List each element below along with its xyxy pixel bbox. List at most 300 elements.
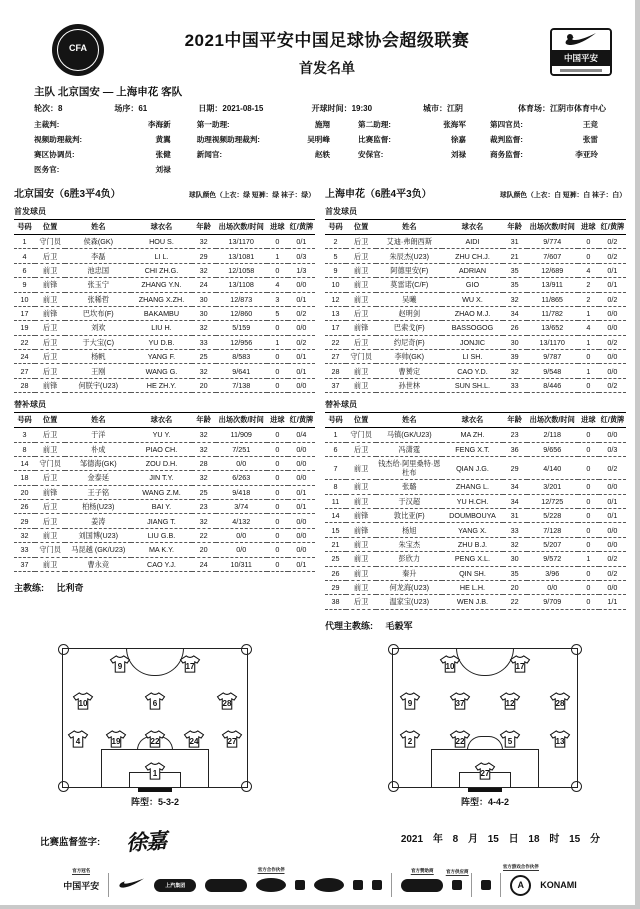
home-coach-label: 主教练: <box>14 582 44 593</box>
player-cell: 26 <box>503 321 527 335</box>
label-value-pair <box>490 119 598 130</box>
player-jersey-2 <box>399 730 420 754</box>
label-value-pair <box>358 149 466 160</box>
player-cell: 池忠国 <box>65 263 131 277</box>
player-cell: 7 <box>325 456 346 479</box>
sponsor-logo-pill-glyph <box>205 879 247 892</box>
player-cell: 0 <box>578 480 599 494</box>
player-cell: 吴曦 <box>376 292 442 306</box>
player-row <box>325 306 626 320</box>
player-cell: 前卫 <box>35 292 65 306</box>
player-cell: 后卫 <box>346 595 376 609</box>
player-cell: 2 <box>578 292 599 306</box>
player-cell: 12/689 <box>527 263 578 277</box>
player-row <box>325 552 626 566</box>
player-cell: 5/228 <box>527 509 578 523</box>
player-cell: 20 <box>503 580 527 594</box>
field-label: 新闻官: <box>196 150 222 159</box>
player-row <box>14 428 315 442</box>
field-value: 徐嘉 <box>450 135 466 144</box>
player-cell: 11/909 <box>216 428 267 442</box>
player-cell: 9 <box>325 263 346 277</box>
nike-swoosh-icon-glyph <box>118 876 145 894</box>
player-jersey-37 <box>450 692 471 716</box>
player-cell: 0 <box>267 543 288 557</box>
player-cell: 12/956 <box>216 335 267 349</box>
corner-arc <box>241 644 252 655</box>
player-cell: 11/865 <box>527 292 578 306</box>
label-value-pair <box>518 103 606 114</box>
corner-arc <box>388 644 399 655</box>
player-cell: 何朕宇(U23) <box>65 378 131 392</box>
svg-text:22: 22 <box>455 737 465 747</box>
label-value-pair <box>34 149 171 160</box>
player-jersey-17 <box>179 655 200 679</box>
player-row <box>325 537 626 551</box>
sponsor-strip <box>0 863 640 897</box>
away-starters-table <box>325 219 626 393</box>
sponsor-logo-oval-glyph <box>256 878 286 892</box>
svg-text:27: 27 <box>480 768 490 778</box>
away-subs-header-row <box>325 413 626 428</box>
player-row <box>325 249 626 263</box>
field-value: 王竞 <box>582 120 598 129</box>
player-cell: 8/446 <box>527 378 578 392</box>
player-row <box>14 350 315 364</box>
player-cell: LI L. <box>131 249 191 263</box>
center-circle <box>126 648 184 676</box>
field-value: 2021-08-15 <box>222 104 264 113</box>
svg-text:24: 24 <box>189 737 199 747</box>
player-cell: 后卫 <box>346 249 376 263</box>
player-cell: 邹德海(GK) <box>65 456 131 470</box>
field-label: 视频助理裁判: <box>34 135 83 144</box>
player-cell: 0/1 <box>288 485 315 499</box>
player-cell: 30 <box>503 552 527 566</box>
svg-text:4: 4 <box>75 737 80 747</box>
player-cell: 32 <box>503 537 527 551</box>
player-cell: 24 <box>192 557 216 571</box>
column-header: 出场次数/时间 <box>216 413 267 428</box>
player-cell: 33 <box>192 335 216 349</box>
player-cell: DOUMBOUYA <box>442 509 502 523</box>
player-cell: 24 <box>14 350 35 364</box>
officials-col-3 <box>358 119 490 175</box>
player-cell: 0/0 <box>288 456 315 470</box>
player-cell: 前卫 <box>346 456 376 479</box>
player-cell: 3/201 <box>527 480 578 494</box>
player-row <box>14 235 315 249</box>
page-subtitle: 首发名单 <box>299 60 355 76</box>
player-cell: 1 <box>578 335 599 349</box>
field-value: 19:30 <box>351 104 373 113</box>
player-cell: 前卫 <box>346 364 376 378</box>
column-header: 出场次数/时间 <box>527 413 578 428</box>
player-cell: 32 <box>14 528 35 542</box>
player-cell: ADRIAN <box>442 263 502 277</box>
player-row <box>14 263 315 277</box>
player-row <box>14 485 315 499</box>
player-cell: 守门员 <box>346 428 376 442</box>
player-cell: 6/263 <box>216 471 267 485</box>
away-team-colors: 球队颜色（上衣：白 短裤：白 袜子：白） <box>499 192 626 199</box>
sponsor-logo-mark-glyph <box>353 880 363 890</box>
player-cell: 32 <box>192 321 216 335</box>
player-cell: 后卫 <box>346 306 376 320</box>
field-value: 李亚玲 <box>575 150 598 159</box>
player-cell: 22 <box>325 335 346 349</box>
home-formation-caption: 阵型：5-3-2 <box>130 796 179 807</box>
player-cell: 0/2 <box>599 566 626 580</box>
sponsor-divider-glyph <box>500 873 501 897</box>
player-cell: 14 <box>325 509 346 523</box>
player-cell: 3/74 <box>216 500 267 514</box>
player-cell: 金泰延 <box>65 471 131 485</box>
center-circle <box>456 648 514 676</box>
player-jersey-9 <box>110 655 131 679</box>
player-cell: 34 <box>503 494 527 508</box>
player-cell: 6 <box>14 263 35 277</box>
player-cell: 35 <box>503 566 527 580</box>
sponsor-logo-mark <box>372 880 382 890</box>
player-cell: 26 <box>14 500 35 514</box>
field-label: 第四官员: <box>490 120 523 129</box>
player-cell: 32 <box>192 471 216 485</box>
player-cell: 0/1 <box>288 557 315 571</box>
away-coach-name: 毛毅军 <box>385 620 413 631</box>
player-row <box>14 500 315 514</box>
player-cell: 12/725 <box>527 494 578 508</box>
sponsor-divider <box>108 873 109 897</box>
player-cell: 前锋 <box>346 321 376 335</box>
home-starters-label: 首发球员 <box>14 207 46 216</box>
column-header: 位置 <box>346 220 376 235</box>
badge-footnote <box>552 66 610 74</box>
player-cell: 25 <box>325 552 346 566</box>
player-cell: 20 <box>14 485 35 499</box>
player-cell: HE ZH.Y. <box>131 378 191 392</box>
player-cell: 前卫 <box>346 537 376 551</box>
player-cell: FENG X.T. <box>442 442 502 456</box>
player-cell: 26 <box>325 566 346 580</box>
player-cell: 前卫 <box>35 557 65 571</box>
player-row <box>14 335 315 349</box>
supervisor-signature-block <box>40 826 166 856</box>
player-cell: 0/0 <box>599 350 626 364</box>
player-cell: 0/0 <box>599 580 626 594</box>
home-team-header <box>14 185 315 200</box>
player-cell: 前锋 <box>35 485 65 499</box>
home-starters-table <box>14 219 315 393</box>
document-header <box>0 0 640 78</box>
player-cell: 4 <box>14 249 35 263</box>
home-coach-name: 比利奇 <box>56 582 84 593</box>
sponsor-divider <box>500 873 501 897</box>
home-starters-header-row <box>14 220 315 235</box>
player-cell: 巴坎布(F) <box>65 306 131 320</box>
svg-text:13: 13 <box>555 737 565 747</box>
player-cell: 3/96 <box>527 566 578 580</box>
player-cell: 0 <box>578 595 599 609</box>
player-cell: 0/2 <box>599 378 626 392</box>
signature-row <box>0 826 640 856</box>
player-cell: 31 <box>503 235 527 249</box>
player-cell: ZHANG L. <box>442 480 502 494</box>
column-header: 姓名 <box>65 220 131 235</box>
player-cell: 0 <box>267 471 288 485</box>
player-cell: 18 <box>14 471 35 485</box>
column-header: 姓名 <box>376 413 442 428</box>
player-cell: 冯潇霆 <box>376 442 442 456</box>
player-cell: 32 <box>192 364 216 378</box>
player-cell: 7/138 <box>216 378 267 392</box>
player-cell: 4 <box>578 321 599 335</box>
player-cell: 0/0 <box>216 456 267 470</box>
player-cell: 8 <box>325 480 346 494</box>
player-cell: CHI ZH.G. <box>131 263 191 277</box>
goal-bar <box>138 788 172 792</box>
field-label: 安保官: <box>358 150 384 159</box>
home-subs-label: 替补球员 <box>14 400 46 410</box>
player-cell: 艾迪·弗朗西斯 <box>376 235 442 249</box>
player-cell: 0/0 <box>288 378 315 392</box>
player-cell: 0 <box>267 442 288 456</box>
field-value: 61 <box>138 104 148 113</box>
sponsor-tier-label: 官方赞助商 <box>411 867 434 873</box>
player-cell: 1 <box>267 335 288 349</box>
field-label: 轮次： <box>34 104 58 113</box>
handwritten-signature: 徐嘉 <box>125 827 168 855</box>
player-cell: 李帅(GK) <box>376 350 442 364</box>
label-value-pair <box>34 164 171 175</box>
column-header: 进球 <box>267 413 288 428</box>
player-cell: 0 <box>267 321 288 335</box>
player-cell: 后卫 <box>35 335 65 349</box>
match-info-row <box>0 99 640 114</box>
player-cell: 1 <box>578 552 599 566</box>
player-cell: 30 <box>192 292 216 306</box>
player-cell: 20 <box>192 378 216 392</box>
player-cell: 22 <box>14 335 35 349</box>
column-header: 号码 <box>14 413 35 428</box>
player-cell: 前锋 <box>346 509 376 523</box>
player-cell: 5/159 <box>216 321 267 335</box>
sponsor-logo-pill <box>154 879 196 892</box>
player-cell: 8/583 <box>216 350 267 364</box>
player-row <box>14 528 315 542</box>
player-cell: 32 <box>192 428 216 442</box>
player-cell: ZHANG Y.N. <box>131 278 191 292</box>
player-cell: 张玉宁 <box>65 278 131 292</box>
player-cell: 0/0 <box>288 514 315 528</box>
player-cell: 马镇(GK/U23) <box>376 428 442 442</box>
player-cell: PENG X.L. <box>442 552 502 566</box>
away-team-name: 上海申花（6胜4平3负） <box>325 189 432 200</box>
player-cell: BASSOGOG <box>442 321 502 335</box>
player-cell: 30 <box>503 335 527 349</box>
sponsor-logo-pill <box>205 879 247 892</box>
column-header: 年龄 <box>192 220 216 235</box>
away-starters-body <box>325 235 626 393</box>
player-cell: 0/4 <box>288 428 315 442</box>
player-cell: 9/641 <box>216 364 267 378</box>
sponsor-divider <box>471 873 472 897</box>
officials-col-1 <box>34 119 197 175</box>
player-jersey-27 <box>475 762 496 786</box>
player-cell: 秦升 <box>376 566 442 580</box>
player-cell: 张璐 <box>376 480 442 494</box>
player-cell: 朴成 <box>65 442 131 456</box>
player-cell: 10/311 <box>216 557 267 571</box>
column-header: 红/黄牌 <box>599 220 626 235</box>
label-value-pair <box>490 134 598 145</box>
column-header: 号码 <box>14 220 35 235</box>
player-cell: 2 <box>578 278 599 292</box>
player-cell: 7/128 <box>527 523 578 537</box>
player-cell: 0/0 <box>288 471 315 485</box>
home-starters-body <box>14 235 315 393</box>
player-cell: 前卫 <box>35 442 65 456</box>
sponsor-divider-glyph <box>391 873 392 897</box>
svg-text:28: 28 <box>222 698 232 708</box>
player-cell: 0/0 <box>288 321 315 335</box>
away-coach-line <box>325 619 626 632</box>
player-jersey-22 <box>450 730 471 754</box>
player-cell: 于汉超 <box>376 494 442 508</box>
field-label: 裁判监督: <box>490 135 523 144</box>
sponsor-tier-label: 官方游戏合作伙伴 <box>502 863 539 869</box>
player-cell: WANG Z.M. <box>131 485 191 499</box>
player-cell: LIU H. <box>131 321 191 335</box>
player-cell: 3 <box>14 428 35 442</box>
column-header: 球衣名 <box>131 220 191 235</box>
column-header: 进球 <box>267 220 288 235</box>
player-cell: 前卫 <box>346 480 376 494</box>
column-header: 号码 <box>325 220 346 235</box>
sponsor-logo-pill-glyph: 上汽集团 <box>154 879 196 892</box>
player-cell: 0/0 <box>288 278 315 292</box>
column-header: 红/黄牌 <box>288 220 315 235</box>
sponsor-logo-circle-a <box>502 863 539 896</box>
player-row <box>325 580 626 594</box>
svg-text:2: 2 <box>407 737 412 747</box>
sponsor-logo-pill <box>401 867 443 892</box>
svg-text:17: 17 <box>185 661 195 671</box>
player-row <box>14 456 315 470</box>
player-cell: MA K.Y. <box>131 543 191 557</box>
player-cell: 0 <box>578 442 599 456</box>
player-cell: MA ZH. <box>442 428 502 442</box>
player-cell: 0/0 <box>599 428 626 442</box>
signed-datetime: 2021 年 8 月 15 日 18 时 15 分 <box>400 833 600 845</box>
player-cell: 0 <box>578 566 599 580</box>
player-cell: 28 <box>325 364 346 378</box>
player-row <box>14 249 315 263</box>
player-cell: 0/0 <box>599 480 626 494</box>
column-header: 球衣名 <box>442 413 502 428</box>
player-cell: 32 <box>503 364 527 378</box>
player-row <box>325 364 626 378</box>
player-row <box>14 278 315 292</box>
home-subs-body <box>14 428 315 572</box>
sponsor-logo-mark <box>353 880 363 890</box>
player-cell: 杨旭 <box>376 523 442 537</box>
svg-text:9: 9 <box>407 698 412 708</box>
svg-text:12: 12 <box>505 698 515 708</box>
pingan-csl-badge <box>550 28 612 76</box>
player-cell: WANG G. <box>131 364 191 378</box>
player-cell: 后卫 <box>35 500 65 514</box>
field-value: 赵轶 <box>314 150 330 159</box>
player-cell: CAO Y.J. <box>131 557 191 571</box>
player-cell: YANG X. <box>442 523 502 537</box>
player-cell: 李磊 <box>65 249 131 263</box>
player-cell: 莫雷诺(C/F) <box>376 278 442 292</box>
player-cell: 13/652 <box>527 321 578 335</box>
player-cell: HOU S. <box>131 235 191 249</box>
player-cell: JIANG T. <box>131 514 191 528</box>
sponsor-logo-mark-glyph <box>481 880 491 890</box>
player-cell: 37 <box>325 378 346 392</box>
player-cell: 29 <box>325 580 346 594</box>
player-cell: 守门员 <box>35 235 65 249</box>
player-cell: 0 <box>578 494 599 508</box>
player-cell: 25 <box>192 485 216 499</box>
sponsor-logo-oval-glyph <box>314 878 344 892</box>
player-cell: 9/787 <box>527 350 578 364</box>
player-cell: 后卫 <box>35 514 65 528</box>
sponsor-divider <box>391 873 392 897</box>
player-cell: JONJIC <box>442 335 502 349</box>
label-value-pair <box>34 119 171 130</box>
corner-arc <box>571 781 582 792</box>
player-cell: PIAO CH. <box>131 442 191 456</box>
player-cell: LIU G.B. <box>131 528 191 542</box>
sponsor-logo-circle-a-glyph: A <box>510 875 531 896</box>
player-cell: 1 <box>267 249 288 263</box>
player-jersey-5 <box>499 730 520 754</box>
player-cell: ZHU B.J. <box>442 537 502 551</box>
field-value: 刘禄 <box>155 165 171 174</box>
player-cell: 于大宝(C) <box>65 335 131 349</box>
player-cell: 于洋 <box>65 428 131 442</box>
player-cell: 0 <box>267 485 288 499</box>
csl-swoosh-icon <box>562 32 598 48</box>
player-cell: 0/1 <box>599 509 626 523</box>
away-starters-header-row <box>325 220 626 235</box>
player-cell: 前卫 <box>346 263 376 277</box>
column-header: 球衣名 <box>442 220 502 235</box>
corner-arc <box>571 644 582 655</box>
player-cell: 13/911 <box>527 278 578 292</box>
field-label: 赛区协调员: <box>34 150 75 159</box>
player-jersey-13 <box>550 730 571 754</box>
player-cell: 马昆越 (GK/U23) <box>65 543 131 557</box>
player-row <box>14 321 315 335</box>
player-cell: 23 <box>503 428 527 442</box>
svg-text:10: 10 <box>78 698 88 708</box>
player-cell: 0 <box>267 378 288 392</box>
player-cell: 1 <box>14 235 35 249</box>
away-subs-label: 替补球员 <box>325 400 357 410</box>
player-cell: 后卫 <box>35 249 65 263</box>
player-row <box>325 456 626 479</box>
player-cell: 2 <box>325 235 346 249</box>
player-cell: 前卫 <box>346 378 376 392</box>
page-title: 2021中国平安中国足球协会超级联赛 <box>184 31 470 50</box>
away-team-header <box>325 185 626 200</box>
officials-col-4 <box>490 119 606 175</box>
